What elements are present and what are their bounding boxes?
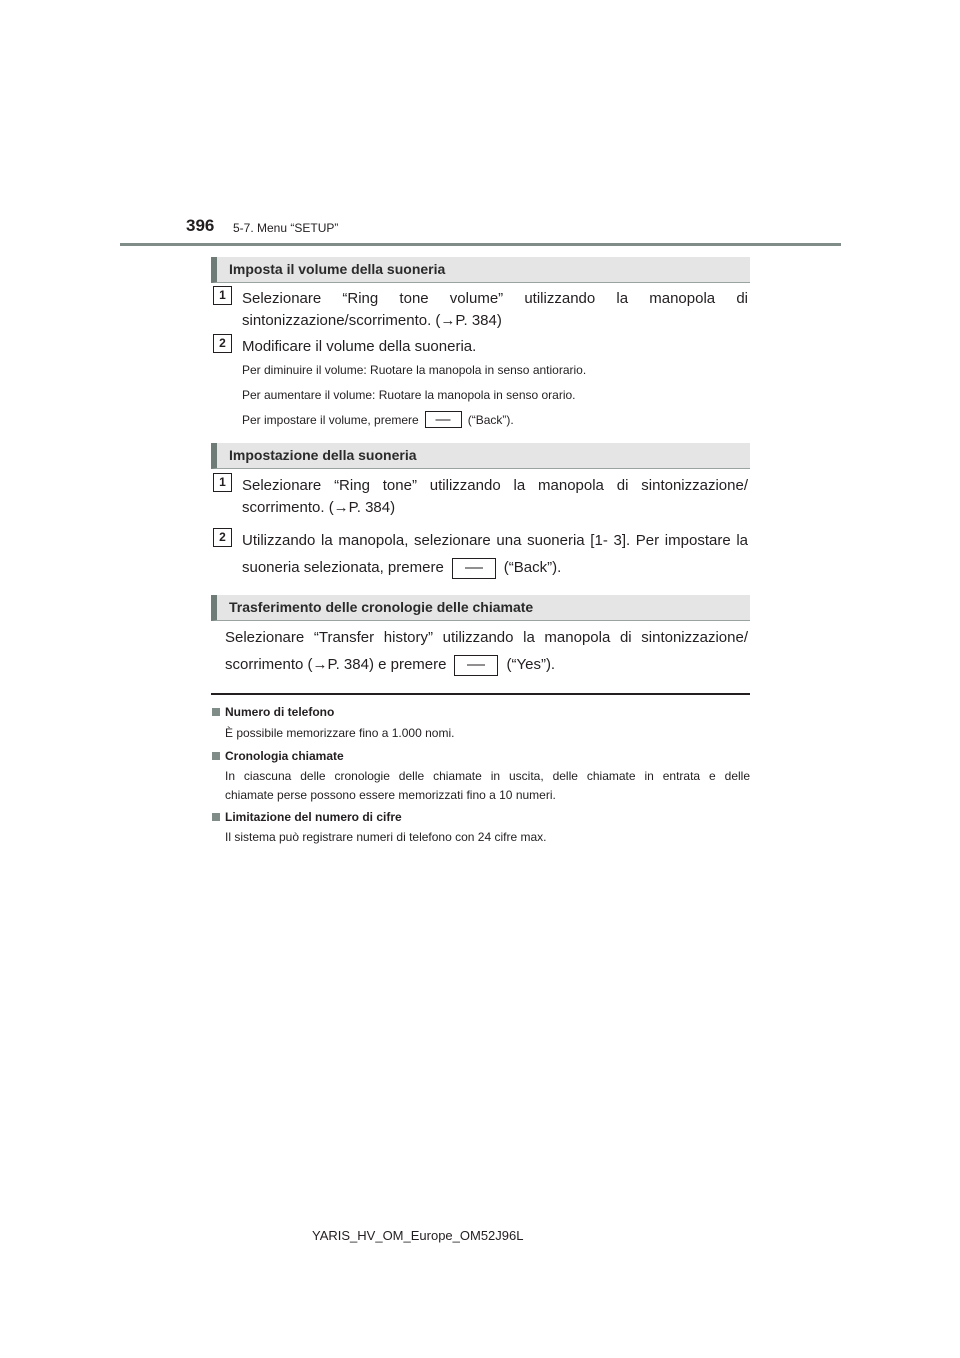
note-title: Numero di telefono [225, 705, 335, 719]
square-bullet-icon [212, 708, 220, 716]
step-text [242, 557, 561, 579]
step-text: scorrimento. (→P. 384) [242, 499, 396, 516]
step-text: Selezionare “Ring tone volume” utilizzando la manopola di [242, 290, 748, 307]
header-divider [120, 243, 841, 246]
step-number-badge: 1 [213, 473, 232, 492]
document-code: YARIS_HV_OM_Europe_OM52J96L [312, 1228, 524, 1243]
section-title: Trasferimento delle cronologie delle chiamate [229, 599, 534, 615]
step-number-badge: 2 [213, 528, 232, 547]
step-number-badge: 2 [213, 334, 232, 353]
note-text: chiamate perse possono essere memorizzati fino a 10 numeri. [225, 788, 556, 802]
yes-button-icon [454, 655, 498, 676]
section-header-transfer-history [211, 595, 750, 621]
back-button-icon [452, 558, 496, 579]
instruction-line [242, 411, 514, 428]
step-text-part: suoneria selezionata, premere [242, 559, 444, 576]
square-bullet-icon [212, 813, 220, 821]
step-text-part: (“Back”). [503, 559, 562, 576]
note-text: Il sistema può registrare numeri di telefono con 24 cifre max. [225, 830, 547, 844]
back-button-icon [425, 411, 462, 428]
notes-divider [211, 693, 750, 695]
note-title: Cronologia chiamate [225, 749, 344, 763]
section-text [225, 654, 555, 676]
instruction-text: Per impostare il volume, premere [242, 412, 419, 427]
step-text: Utilizzando la manopola, selezionare una suoneria [1- 3]. Per impostare la [242, 532, 748, 549]
note-text: È possibile memorizzare fino a 1.000 nomi. [225, 726, 455, 740]
instruction-text: (“Back”). [467, 412, 514, 427]
section-header-ringtone-setting [211, 443, 750, 469]
section-text-part: scorrimento (→P. 384) e premere [225, 656, 447, 673]
section-text-part: (“Yes”). [506, 656, 556, 673]
chapter-title: 5-7. Menu “SETUP” [233, 221, 339, 235]
section-title: Imposta il volume della suoneria [229, 261, 446, 277]
step-text: Selezionare “Ring tone” utilizzando la manopola di sintonizzazione/ [242, 477, 748, 494]
step-text: sintonizzazione/scorrimento. (→P. 384) [242, 312, 502, 329]
note-text: In ciascuna delle cronologie delle chiamate in uscita, delle chiamate in entrata e delle [225, 769, 750, 783]
square-bullet-icon [212, 752, 220, 760]
instruction-line: Per aumentare il volume: Ruotare la manopola in senso orario. [242, 388, 576, 402]
page-number: 396 [186, 216, 215, 235]
note-title: Limitazione del numero di cifre [225, 810, 402, 824]
section-title: Impostazione della suoneria [229, 447, 417, 463]
instruction-line: Per diminuire il volume: Ruotare la manopola in senso antiorario. [242, 363, 587, 377]
step-text: Modificare il volume della suoneria. [242, 338, 477, 355]
section-text: Selezionare “Transfer history” utilizzando la manopola di sintonizzazione/ [225, 629, 748, 646]
step-number-badge: 1 [213, 286, 232, 305]
section-header-ringtone-volume [211, 257, 750, 283]
